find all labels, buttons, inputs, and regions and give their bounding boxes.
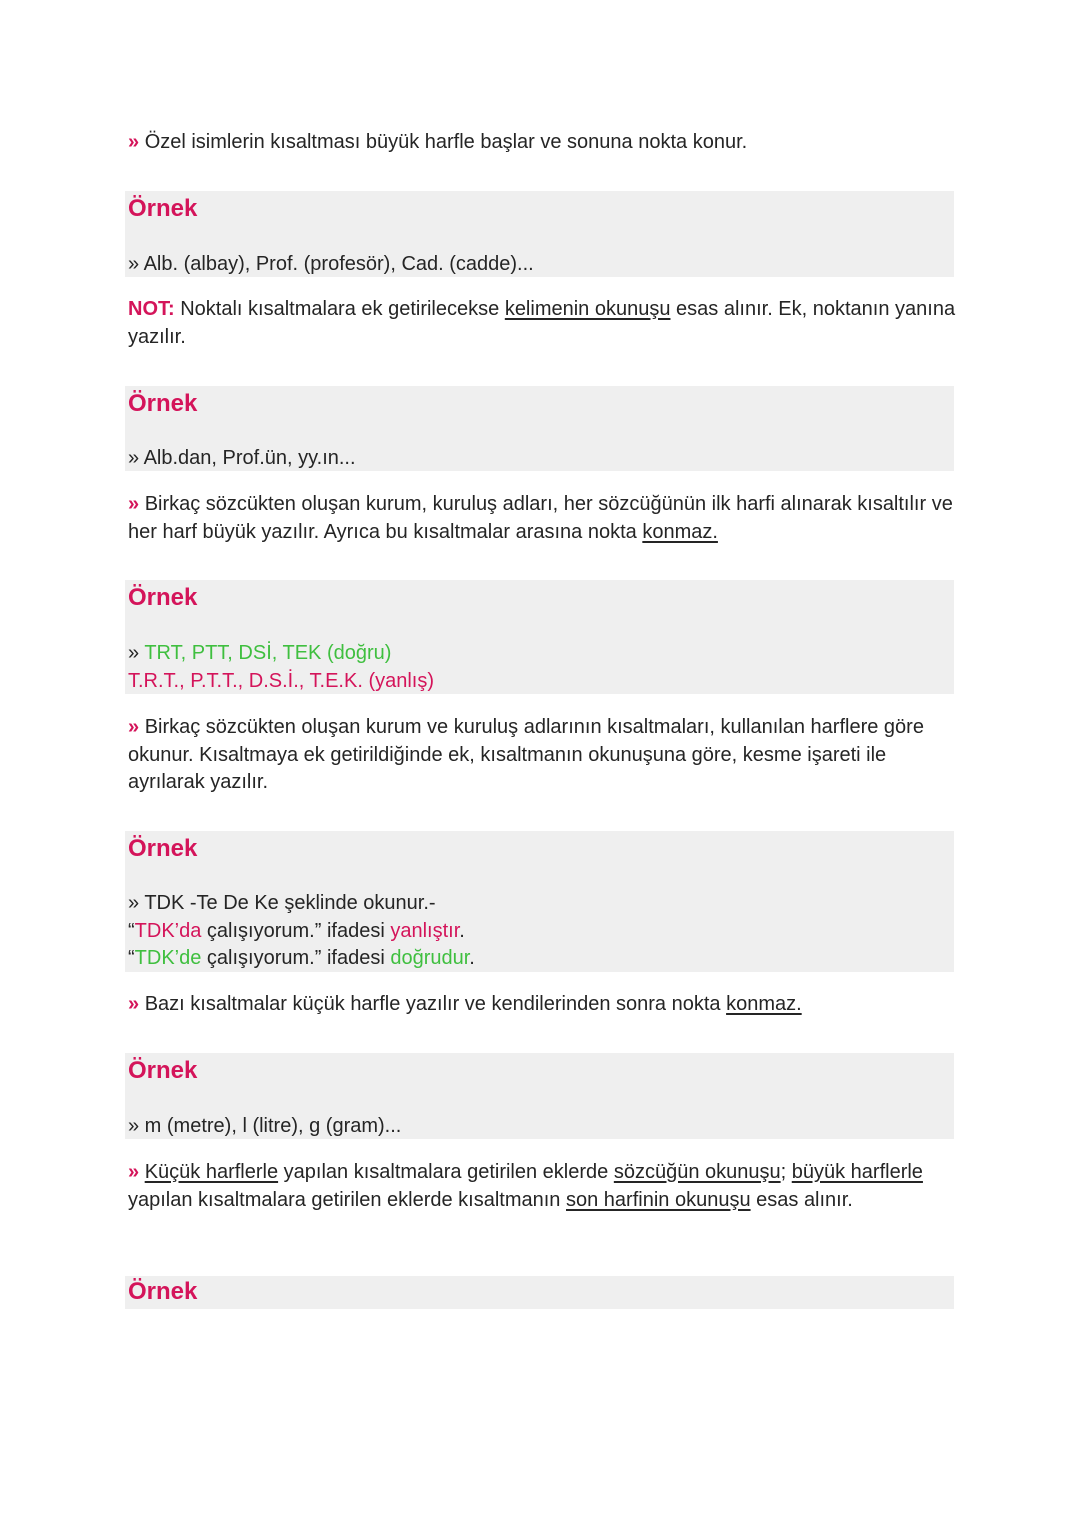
example-lines xyxy=(128,890,475,973)
example-line: » Alb.dan, Prof.ün, yy.ın... xyxy=(128,447,356,469)
example-box xyxy=(125,1053,954,1139)
note-text: Noktalı kısaltmalara ek getirilecekse xyxy=(174,298,505,320)
example-box xyxy=(125,1276,954,1309)
rule-lowercase-abbreviations xyxy=(128,991,958,1019)
rule-underlined: sözcüğün okunuşu xyxy=(613,1161,781,1183)
note-label: NOT: xyxy=(128,298,175,320)
example-box xyxy=(125,386,954,471)
rule-institution-abbreviations xyxy=(128,491,958,546)
rule-underlined: konmaz. xyxy=(726,993,802,1015)
bullet-marker: » xyxy=(128,131,140,153)
rule-text: ; xyxy=(780,1161,792,1183)
example-title: Örnek xyxy=(128,390,198,417)
example-title: Örnek xyxy=(128,195,198,222)
example-box xyxy=(125,580,954,694)
example-correct: TRT, PTT, DSİ, TEK (doğru) xyxy=(144,642,392,664)
bullet-marker: » xyxy=(128,1161,140,1183)
example-prefix: » xyxy=(128,642,145,664)
example-title: Örnek xyxy=(128,835,198,862)
example-box xyxy=(125,191,954,277)
sentence-end: . xyxy=(469,947,475,969)
abbr-wrong: TDK’da xyxy=(134,919,202,942)
example-title: Örnek xyxy=(128,1057,198,1084)
rule-underlined: Küçük harflerle xyxy=(144,1161,279,1183)
verdict-correct: doğrudur xyxy=(390,947,470,969)
note-underlined: kelimenin okunuşu xyxy=(504,298,671,320)
rule-text: Birkaç sözcükten oluşan kurum ve kuruluş adlarının kısaltmaları, kullanılan harflere göre okunur. Kısaltmaya ek getirildiğinde ek, kısaltmanın okunuşuna göre, kesme işareti ile ayrılarak yazılır. xyxy=(128,716,924,793)
note-text-after: esas alınır. Ek, noktanın yanına yazılır. xyxy=(128,298,956,348)
example-box xyxy=(125,831,954,972)
verdict-wrong: yanlıştır xyxy=(390,919,460,942)
rule-suffix-reading xyxy=(128,1159,958,1214)
example-line-correct xyxy=(128,945,475,973)
abbr-correct: TDK’de xyxy=(134,947,202,969)
example-title: Örnek xyxy=(128,1278,198,1305)
sentence-end: . xyxy=(459,919,465,942)
example-line: » TDK -Te De Ke şeklinde okunur.- xyxy=(128,892,436,914)
bullet-marker: » xyxy=(128,716,140,738)
rule-underlined: son harfinin okunuşu xyxy=(566,1188,751,1211)
example-line: » Alb. (albay), Prof. (profesör), Cad. (cadde)... xyxy=(128,253,534,275)
example-wrong: T.R.T., P.T.T., D.S.İ., T.E.K. (yanlış) xyxy=(128,669,435,692)
rule-abbreviation-reading xyxy=(128,714,958,797)
example-lines xyxy=(128,640,434,695)
rule-text: yapılan kısaltmalara getirilen eklerde xyxy=(278,1161,614,1183)
rule-text: Özel isimlerin kısaltması büyük harfle başlar ve sonuna nokta konur. xyxy=(144,131,748,153)
sentence-middle: çalışıyorum.” ifadesi xyxy=(201,947,391,969)
note-paragraph xyxy=(128,296,958,351)
example-line: » m (metre), l (litre), g (gram)... xyxy=(128,1115,402,1137)
rule-underlined: büyük harflerle xyxy=(791,1161,923,1183)
example-line-wrong xyxy=(128,918,475,946)
rule-text: yapılan kısaltmalara getirilen eklerde kısaltmanın xyxy=(128,1188,566,1211)
rule-underlined: konmaz. xyxy=(642,520,718,543)
quote-mark: “ xyxy=(128,919,135,942)
bullet-marker: » xyxy=(128,993,140,1015)
rule-text: Birkaç sözcükten oluşan kurum, kuruluş adları, her sözcüğünün ilk harfi alınarak kısaltılır ve her harf büyük yazılır. Ayrıca bu kısaltmalar arasına nokta xyxy=(128,493,953,543)
quote-mark: “ xyxy=(128,947,135,969)
bullet-marker: » xyxy=(128,493,140,515)
sentence-middle: çalışıyorum.” ifadesi xyxy=(201,919,391,942)
example-title: Örnek xyxy=(128,584,198,611)
rule-text: esas alınır. xyxy=(750,1188,853,1211)
rule-text: Bazı kısaltmalar küçük harfle yazılır ve kendilerinden sonra nokta xyxy=(144,993,727,1015)
rule-proper-noun-abbreviations xyxy=(128,129,958,157)
